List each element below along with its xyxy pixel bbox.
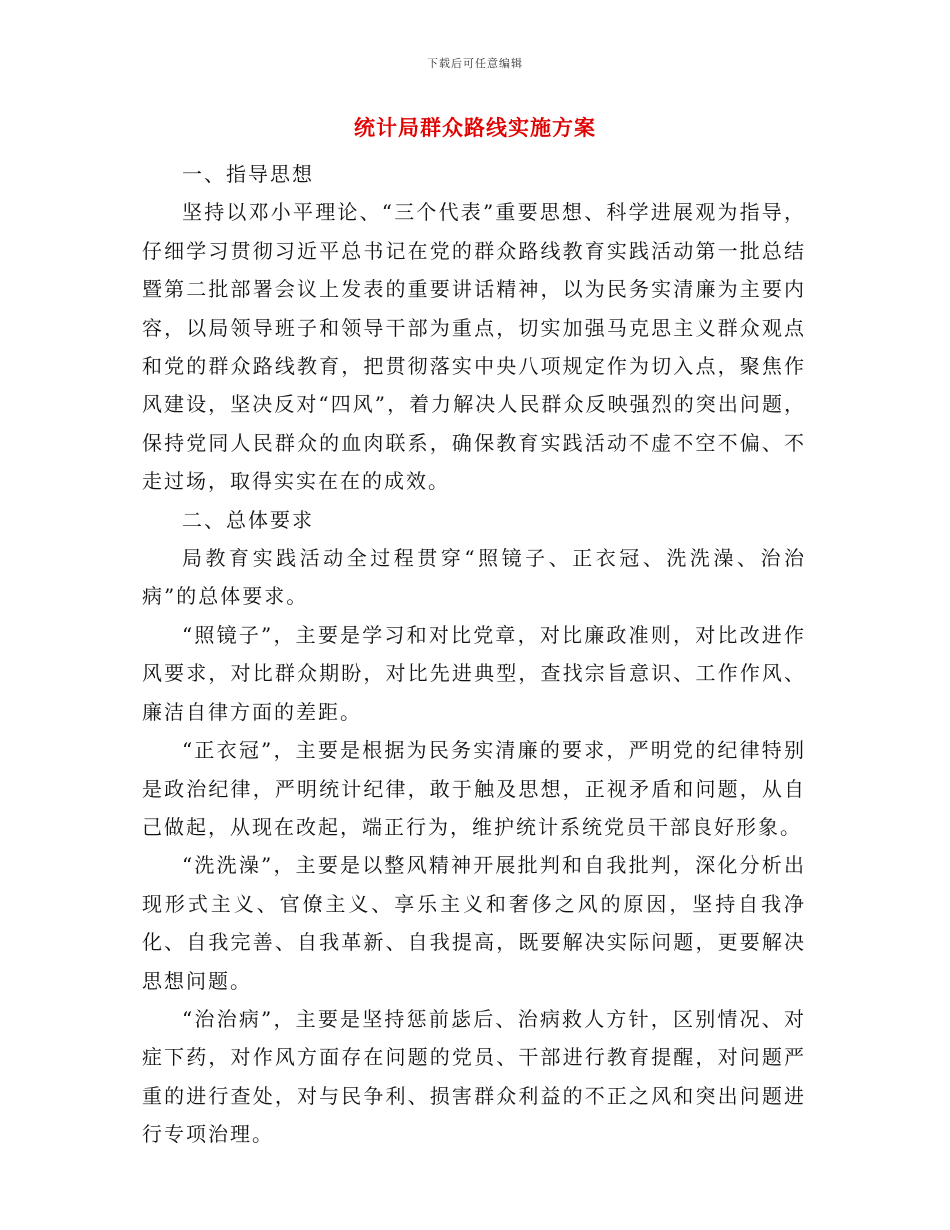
paragraph-mirror: “照镜子”，主要是学习和对比党章，对比廉政准则，对比改进作风要求，对比群众期盼，对比先进典型，查找宗旨意识、工作作风、廉洁自律方面的差距。 <box>142 622 806 724</box>
paragraph-bath: “洗洗澡”，主要是以整风精神开展批判和自我批判，深化分析出现形式主义、官僚主义、享乐主义和奢侈之风的原因，坚持自我净化、自我完善、自我革新、自我提高，既要解决实际问题，更要解决思想问题。 <box>142 853 806 993</box>
section-heading-overall-requirements: 二、总体要求 <box>182 507 314 532</box>
document-title: 统计局群众路线实施方案 <box>354 115 596 140</box>
paragraph-attire: “正衣冠”，主要是根据为民务实清廉的要求，严明党的纪律特别是政治纪律，严明统计纪律，敢于触及思想，正视矛盾和问题，从自己做起，从现在改起，端正行为，维护统计系统党员干部良好形象。 <box>142 738 806 839</box>
section-heading-guiding-thought: 一、指导思想 <box>182 162 314 186</box>
paragraph-overall-requirements: 局教育实践活动全过程贯穿“照镜子、正衣冠、洗洗澡、治治病”的总体要求。 <box>142 546 806 609</box>
paragraph-guiding-thought: 坚持以邓小平理论、“三个代表”重要思想、科学进展观为指导，仔细学习贯彻习近平总书记在党的群众路线教育实践活动第一批总结暨第二批部署会议上发表的重要讲话精神，以为民务实清廉为主要内容，以局领导班子和领导干部为重点，切实加强马克思主义群众观点和党的群众路线教育，把贯彻落实中央八项规定作为切入点，聚焦作风建设，坚决反对“四风”，着力解决人民群众反映强烈的突出问题，保持党同人民群众的血肉联系，确保教育实践活动不虚不空不偏、不走过场，取得实实在在的成效。 <box>142 200 806 494</box>
document-body <box>142 155 806 1154</box>
paragraph-cure: “治治病”，主要是坚持惩前毖后、治病救人方针，区别情况、对症下药，对作风方面存在问题的党员、干部进行教育提醒，对问题严重的进行查处，对与民争利、损害群众利益的不正之风和突出问题进行专项治理。 <box>142 1006 806 1147</box>
header-note: 下载后可任意编辑 <box>427 57 523 70</box>
